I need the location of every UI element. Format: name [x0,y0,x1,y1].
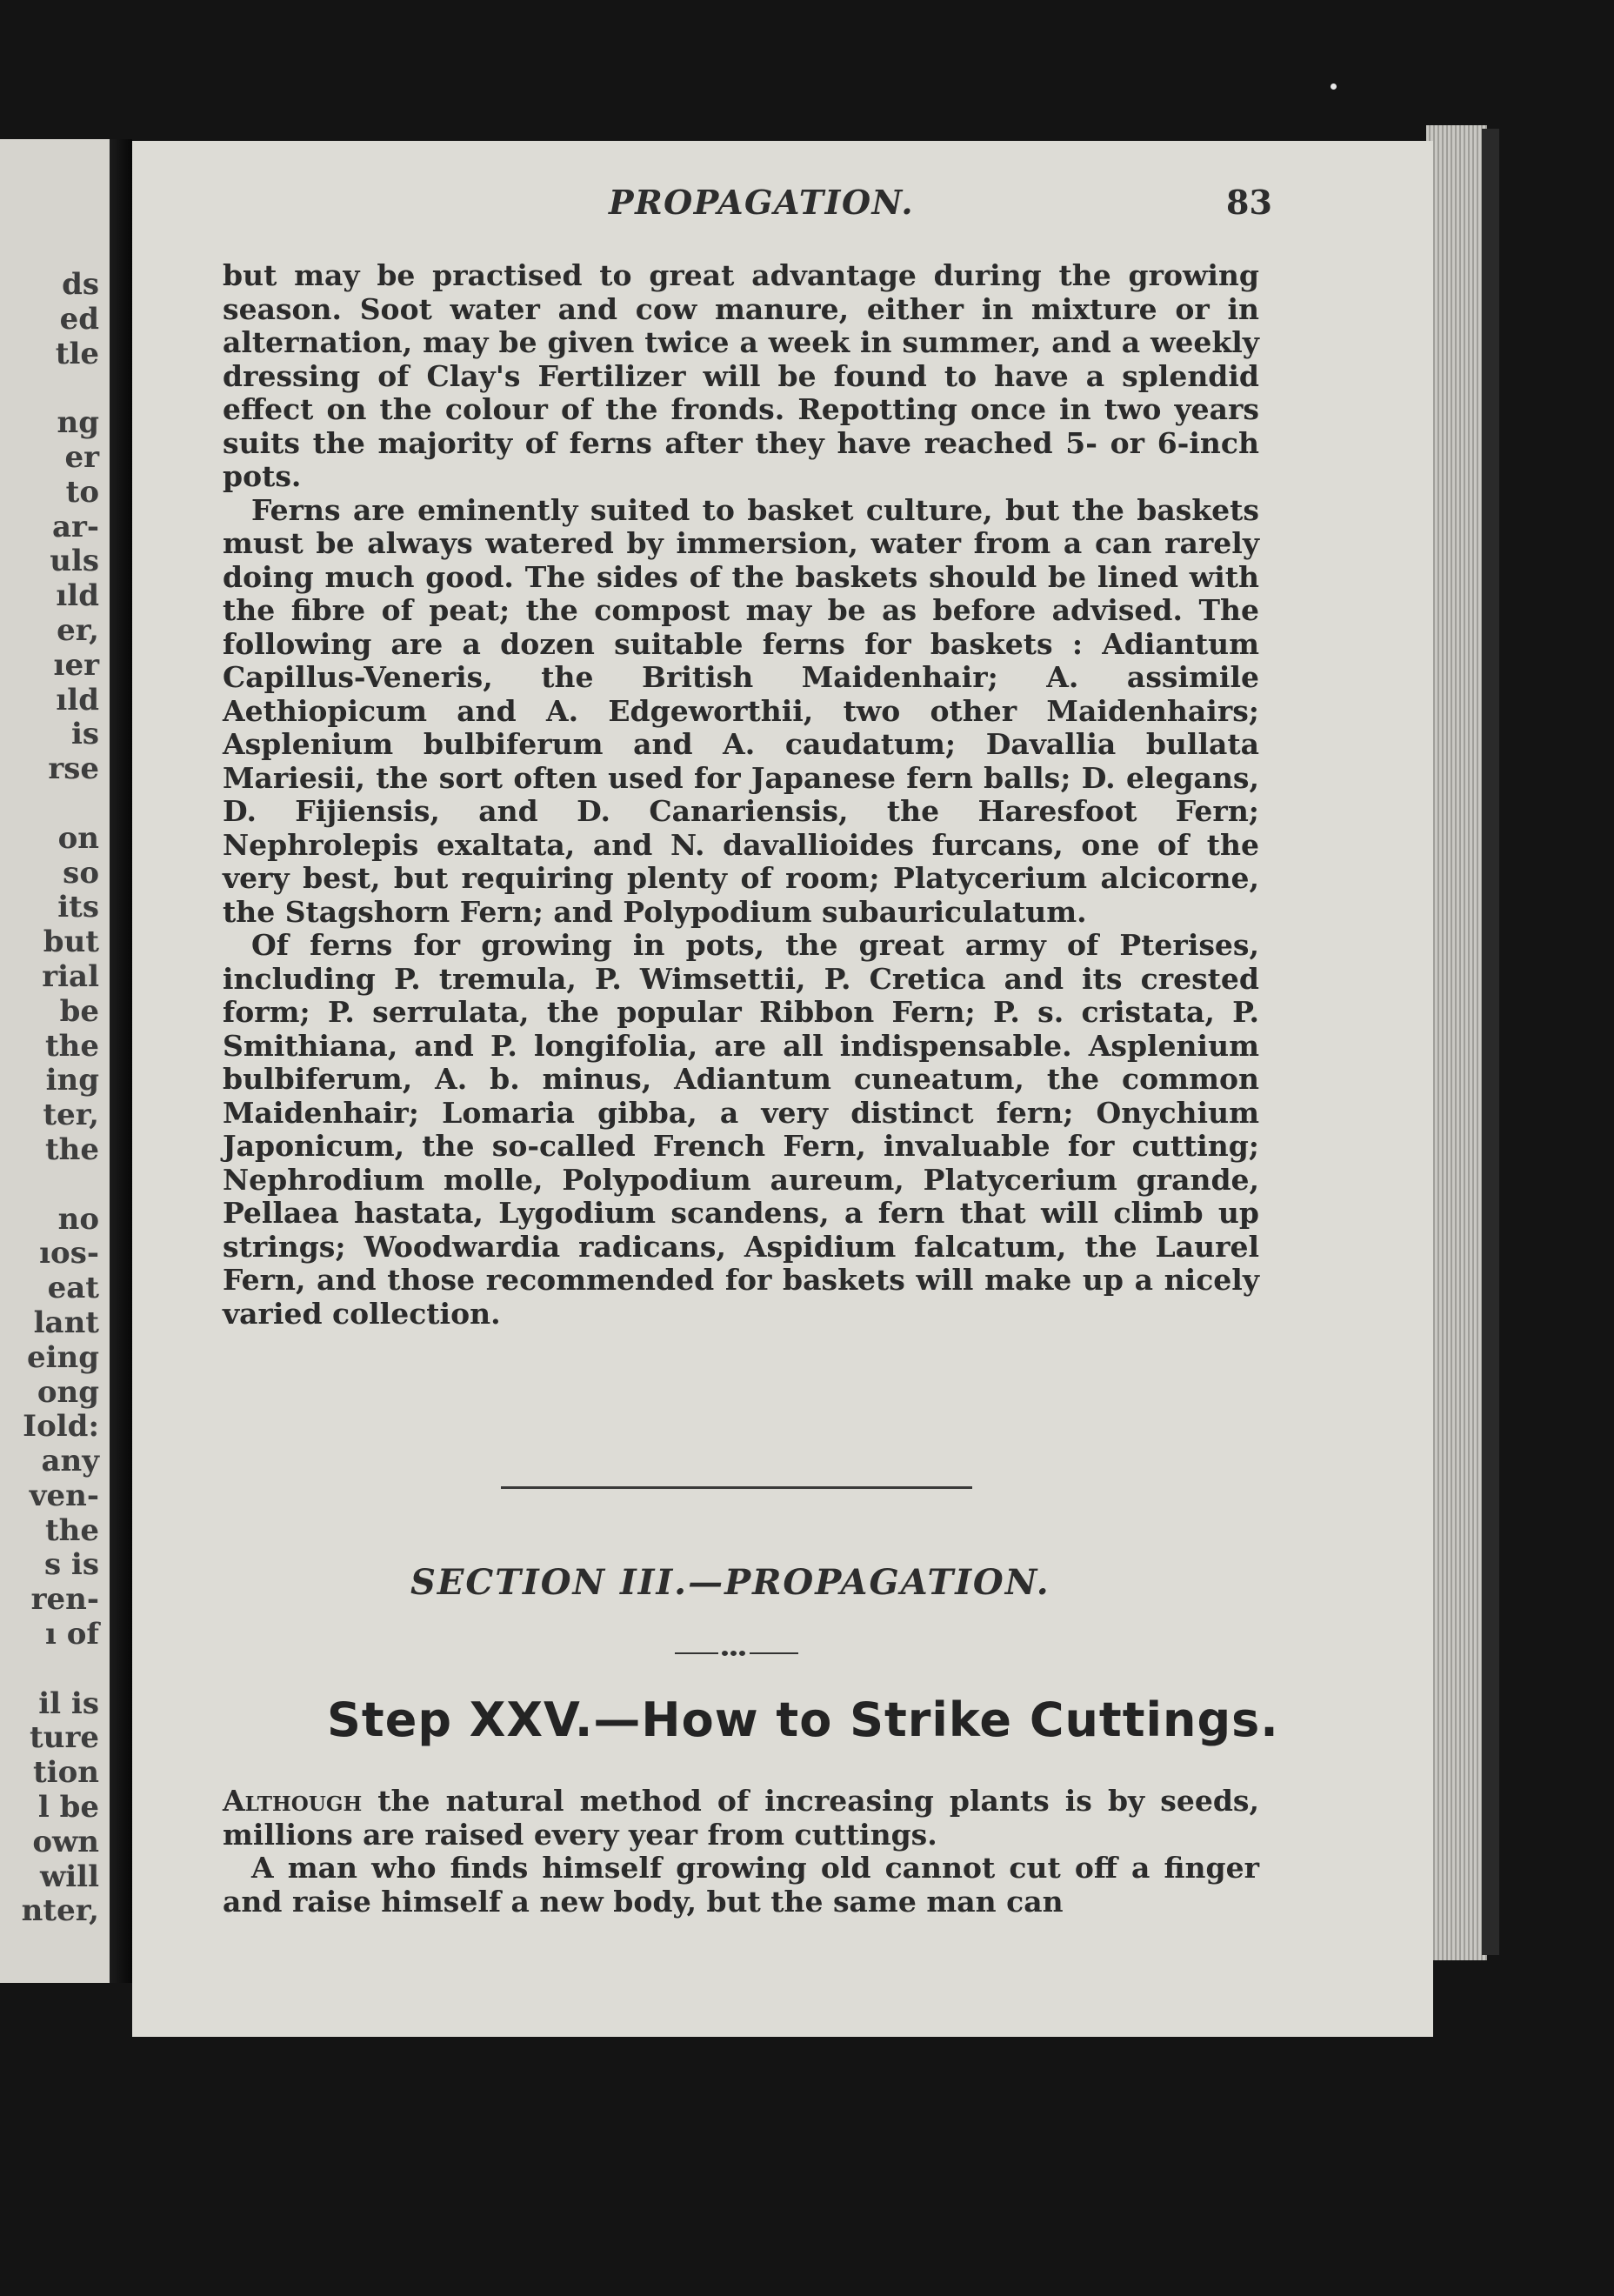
facing-page-line: ed [59,301,99,337]
dust-speck [1331,83,1337,90]
step-body-text [223,1785,1259,1919]
facing-page-line: ture [30,1720,99,1756]
facing-page-line [0,371,99,406]
paragraph: Ferns are eminently suited to basket culture, but the baskets must be always watered by immersion, water from a can rarely doing much good. The sides of the baskets should be lined with the fibre of peat; the compost may be as before advised. The following are a dozen suitable ferns for baskets : Adiantum Capillus-Veneris, the British Maidenhair; A. assimile Aethiopicum and A. Edgeworthii, two other Maidenhairs; Asplenium bulbiferum and A. caudatum; Davallia bullata Mariesii, the sort often used for Japanese fern balls; D. elegans, D. Fijiensis, and D. Canariensis, the Haresfoot Fern; Nephrolepis exaltata, and N. davallioides furcans, one of the very best, but requiring plenty of room; Platycerium alcicorne, the Stagshorn Fern; and Polypodium subauriculatum. [223,492,1259,929]
paragraph: Of ferns for growing in pots, the great army of Pterises, including P. tremula, P. Wimsettii, P. Cretica and its crested form; P. serrulata, the popular Ribbon Fern; P. s. cristata, P. Smithiana, and P. longifolia, are all indispensable. Asplenium bulbiferum, A. b. minus, Adiantum cuneatum, the common Maidenhair; Lomaria gibba, a very distinct fern; Onychium Japonicum, the so-called French Fern, invaluable for cutting; Nephrodium molle, Polypodium aureum, Platycerium grande, Pellaea hastata, Lygodium scandens, a fern that will climb up strings; Woodwardia radicans, Aspidium falcatum, the Laurel Fern, and those recommended for baskets will make up a nicely varied collection. [223,928,1259,1331]
facing-page-line: own [32,1824,99,1859]
facing-page-line: no [57,1201,99,1237]
page-edges [1426,125,1487,1960]
facing-page-line: rse [48,751,99,787]
facing-page-line: ıos- [39,1236,99,1271]
book-gutter [110,139,132,1983]
facing-page-line: so [63,855,99,891]
page-edges-shadow [1482,129,1499,1955]
section-divider [501,1486,972,1489]
paragraph: but may be practised to great advantage during the growing season. Soot water and cow manure, either in mixture or in alternation, may be given twice a week in summer, and a weekly dressing of Clay's Fertilizer will be found to have a splendid effect on the colour of the fronds. Repotting once in two years suits the majority of ferns after they have reached 5- or 6-inch pots. [223,258,1259,493]
facing-page-line: il is [38,1685,99,1721]
facing-page-line: ven- [29,1478,99,1513]
facing-page-line: ıld [56,578,99,614]
facing-page-line [0,1168,99,1203]
facing-page-line: its [57,890,99,925]
facing-page-line: ı of [44,1617,99,1652]
facing-page-line [0,787,99,822]
facing-page-text [0,268,99,1929]
step-heading: Step XXV.—How to Strike Cuttings. [327,1692,1279,1747]
facing-page-line: will [39,1859,99,1894]
facing-page-line: but [43,924,99,960]
facing-page-line: ren- [30,1582,99,1618]
facing-page-line: on [57,820,99,856]
facing-page-line: er [64,439,99,475]
facing-page-line: the [44,1028,99,1064]
facing-page-line: ong [37,1374,99,1410]
facing-page-line: the [44,1512,99,1548]
facing-page-line: to [65,474,99,510]
page-number: 83 [1226,183,1272,222]
facing-page-line [0,1652,99,1687]
facing-page-line: be [59,993,99,1029]
facing-page-line: ds [62,267,99,302]
paragraph [223,1785,1259,1852]
running-head: PROPAGATION. [609,183,915,222]
facing-page-line: is [70,717,99,752]
facing-page-line: any [41,1444,99,1479]
facing-page-line: ng [57,405,99,441]
facing-page-line: eat [47,1271,99,1306]
facing-page-line: lant [33,1305,99,1340]
facing-page-line: tion [32,1755,99,1791]
facing-page-line: s is [43,1547,99,1583]
facing-page-line: l be [37,1790,99,1825]
facing-page-line: eing [26,1339,99,1375]
lead-word: Although [223,1784,363,1818]
facing-page-line: ıld [56,682,99,718]
facing-page-line: rial [42,958,99,994]
ornament-divider [675,1651,798,1656]
facing-page [0,139,115,1983]
facing-page-line: er, [57,612,99,648]
section-title: SECTION III.—PROPAGATION. [410,1562,1050,1603]
facing-page-line: uls [50,544,99,579]
body-text [223,259,1259,1331]
facing-page-line: ing [45,1063,99,1098]
paragraph-text: the natural method of increasing plants is by seeds, millions are raised every year from cuttings. [223,1784,1259,1852]
facing-page-line: ar- [51,509,99,544]
facing-page-line: ter, [43,1098,99,1133]
facing-page-line: nter, [21,1893,99,1929]
facing-page-line: ıer [53,647,99,683]
paragraph: A man who finds himself growing old cannot cut off a finger and raise himself a new body, but the same man can [223,1851,1259,1919]
facing-page-line: tle [55,336,99,371]
facing-page-line: the [44,1131,99,1167]
facing-page-line: Iold: [23,1409,99,1445]
